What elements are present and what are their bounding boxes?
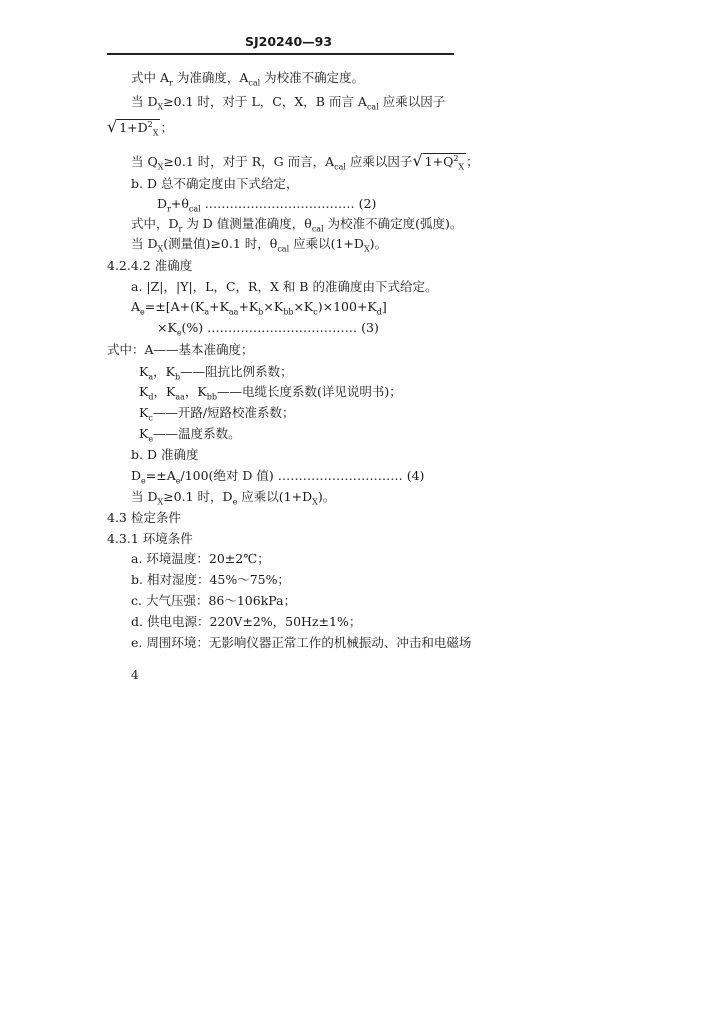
text-line-15: $K_d$，$K_{aa}$，$K_{bb}——$电缆长度系数(详见说明书)； [139, 384, 402, 402]
text-line-5: b. D 总不确定度由下式给定， [131, 176, 299, 191]
text-line-3: √ $1+D^2_X$ ； [107, 117, 173, 138]
equation-2: $D_r+\theta_{cal}$ ……………………………… (2) [157, 196, 377, 214]
text-line-13: 式中：A——基本准确度； [107, 342, 254, 357]
equation-3-line-2: $\times K_e(\%)$ ……………………………… (3) [157, 320, 379, 338]
condition-environment: e. 周围环境：无影响仪器正常工作的机械振动、冲击和电磁场 [131, 635, 472, 650]
condition-pressure: c. 大气压强：86～106kPa； [131, 593, 297, 608]
text-line-17: $K_e——$温度系数。 [139, 426, 241, 444]
text-line-10: a. |Z|，|Y|，L，C，R，X 和 B 的准确度由下式给定。 [131, 279, 438, 294]
text-line-14: $K_a$，$K_b——$阻抗比例系数； [139, 364, 293, 382]
text-line-4: 当 $Q_X\ge 0.1$ 时，对于 R，G 而言，$A_{cal}$ 应乘以因子√ $1+Q^2_X$ ； [131, 151, 479, 172]
text-line-2: 当 $D_X\ge 0.1$ 时，对于 L，C，X，B 而言 $A_{cal}$ 应乘以因子 [131, 94, 446, 112]
condition-humidity: b. 相对湿度：45%～75%； [131, 572, 291, 587]
section-4-3-1: 4.3.1 环境条件 [107, 531, 193, 546]
section-4-2-4-2: 4.2.4.2 准确度 [107, 258, 193, 273]
text-line-20: 当 $D_X\ge 0.1$ 时，$D_e$ 应乘以$(1+D_X)$。 [131, 489, 336, 507]
header-rule [107, 53, 454, 55]
text-line-1: 式中 $A_r$ 为准确度，$A_{cal}$ 为校准不确定度。 [131, 70, 365, 88]
document-code: SJ20240—93 [245, 34, 333, 49]
text-line-18: b. D 准确度 [131, 447, 199, 462]
section-4-3: 4.3 检定条件 [107, 510, 181, 525]
page-number: 4 [131, 668, 139, 682]
text-line-16: $K_c——$开路/短路校准系数； [139, 405, 295, 423]
equation-3-line-1: $A_e=\pm[A+(K_a+K_{aa}+K_b\times K_{bb}\times K_c)\times 100+K_d]$ [131, 299, 387, 317]
condition-power: d. 供电电源：220V±2%，50Hz±1%； [131, 614, 362, 629]
equation-4: $D_e=\pm A_e/100$(绝对 D 值) ………………………… (4) [131, 468, 425, 486]
condition-temperature: a. 环境温度：20±2℃； [131, 551, 270, 566]
text-line-7: 式中，$D_r$ 为 D 值测量准确度，$\theta_{cal}$ 为校准不确定度(弧度)。 [131, 216, 463, 234]
text-line-8: 当 $D_X$(测量值)≥0.1 时，$\theta_{cal}$ 应乘以$(1+D_X)$。 [131, 236, 388, 254]
